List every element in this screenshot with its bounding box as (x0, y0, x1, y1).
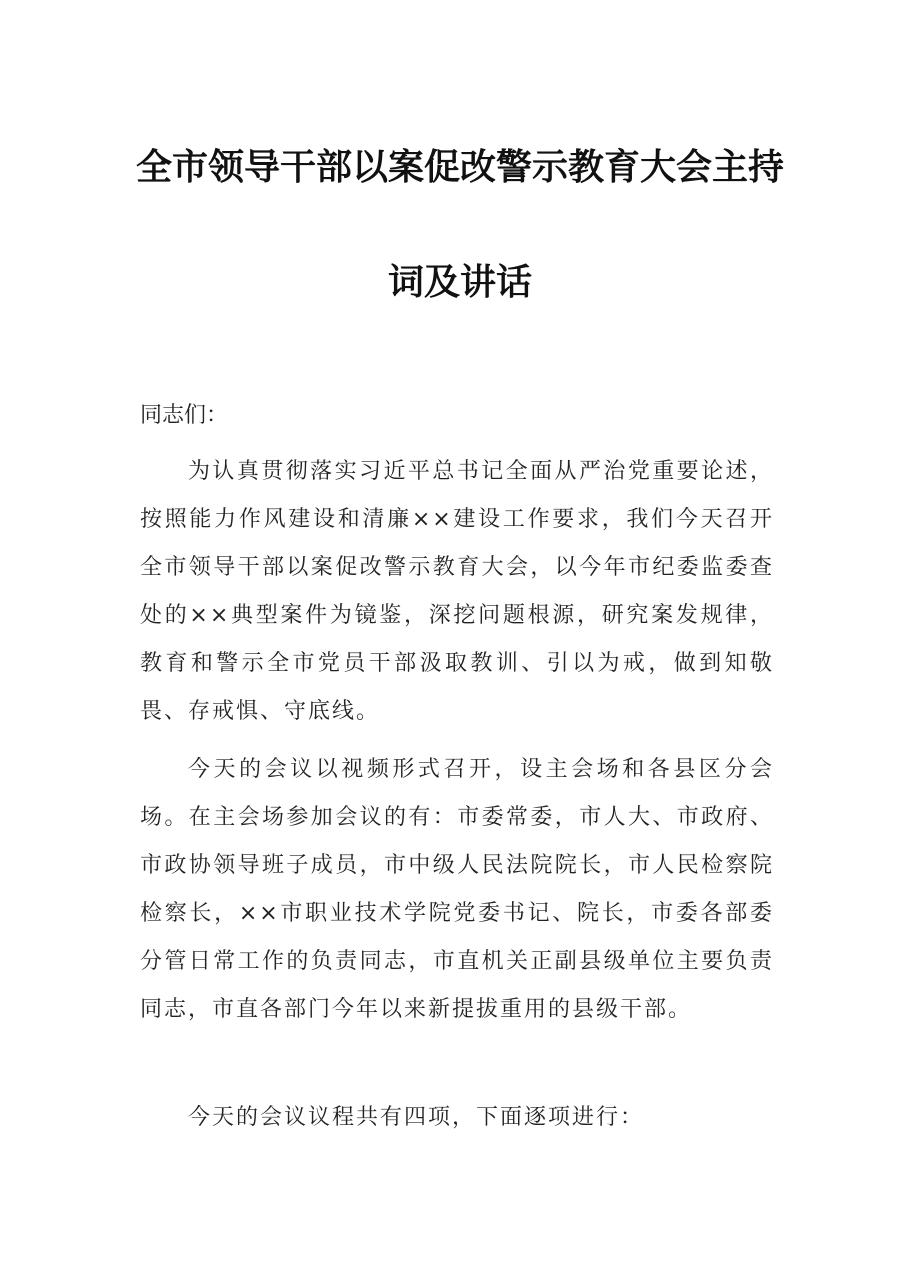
paragraph-3-block (140, 1094, 774, 1142)
paragraph-1-block (140, 448, 774, 736)
paragraph-2: 今天的会议以视频形式召开，设主会场和各县区分会场。在主会场参加会议的有：市委常委，市人大、市政府、市政协领导班子成员，市中级人民法院院长，市人民检察院检察长，××市职业技术学院党委书记、院长，市委各部委分管日常工作的负责同志，市直机关正副县级单位主要负责同志，市直各部门今年以来新提拔重用的县级干部。 (140, 757, 774, 1022)
paragraph-1: 为认真贯彻落实习近平总书记全面从严治党重要论述，按照能力作风建设和清廉××建设工作要求，我们今天召开全市领导干部以案促改警示教育大会，以今年市纪委监委查处的××典型案件为镜鉴，深挖问题根源，研究案发规律，教育和警示全市党员干部汲取教训、引以为戒，做到知敬畏、存戒惧、守底线。 (140, 459, 774, 724)
paragraph-2-block (140, 746, 774, 1034)
paragraph-3: 今天的会议议程共有四项，下面逐项进行： (188, 1105, 645, 1130)
salutation: 同志们： (140, 403, 229, 428)
document-title-line-2: 词及讲话 (387, 261, 532, 303)
document-title-line-1: 全市领导干部以案促改警示教育大会主持 (135, 146, 784, 188)
